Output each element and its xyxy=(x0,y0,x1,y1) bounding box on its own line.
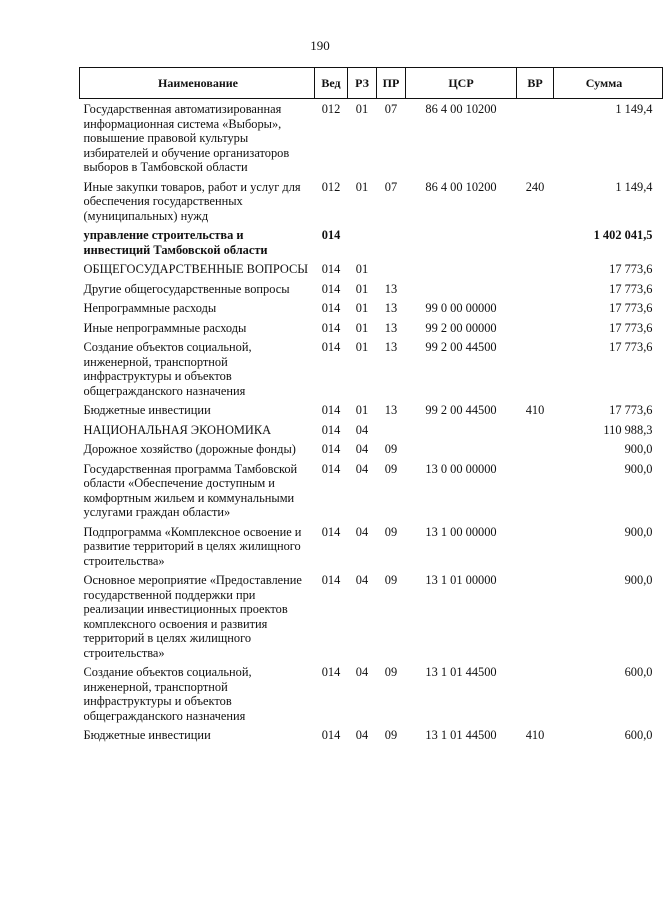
cell-vr xyxy=(517,301,554,321)
cell-name: Другие общегосударственные вопросы xyxy=(83,281,290,296)
cell-vr xyxy=(517,525,554,574)
cell-sum: 17 773,6 xyxy=(609,301,653,315)
cell-pr: 07 xyxy=(384,179,398,194)
cell-ved: 014 xyxy=(321,281,341,296)
table-row xyxy=(80,262,663,282)
cell-vr xyxy=(517,340,554,403)
cell-pr xyxy=(377,228,406,262)
cell-vr xyxy=(517,573,554,665)
cell-csr: 13 1 00 00000 xyxy=(425,524,497,539)
cell-csr xyxy=(406,262,517,282)
cell-rz: 04 xyxy=(355,573,369,587)
cell-sum: 600,0 xyxy=(624,665,653,679)
cell-ved: 014 xyxy=(321,320,341,335)
cell-csr xyxy=(406,282,517,302)
cell-csr: 13 1 01 44500 xyxy=(425,728,497,742)
cell-csr: 13 0 00 00000 xyxy=(425,461,497,476)
cell-name: Иные закупки товаров, работ и услуг для обеспечения государственных (муниципальных) нужд xyxy=(83,179,301,223)
cell-name: Государственная программа Тамбовской области «Обеспечение доступным и комфортным жильем и коммунальными услугами граждан области» xyxy=(83,461,298,519)
header-pr: ПР xyxy=(377,68,406,99)
cell-vr: 410 xyxy=(525,728,545,742)
cell-vr xyxy=(517,665,554,728)
cell-sum: 17 773,6 xyxy=(609,340,653,354)
cell-pr: 09 xyxy=(384,524,398,539)
cell-ved: 014 xyxy=(321,403,341,417)
cell-ved: 012 xyxy=(321,179,341,194)
cell-sum: 900,0 xyxy=(624,461,653,476)
cell-rz: 04 xyxy=(355,524,369,539)
cell-vr xyxy=(517,262,554,282)
cell-sum: 110 988,3 xyxy=(603,422,653,437)
cell-vr xyxy=(517,282,554,302)
table-row xyxy=(80,340,663,403)
cell-sum: 900,0 xyxy=(624,442,653,456)
cell-sum: 900,0 xyxy=(624,573,653,587)
page-number: 190 xyxy=(310,38,330,53)
table-row xyxy=(80,403,663,423)
cell-vr xyxy=(517,228,554,262)
cell-sum: 17 773,6 xyxy=(609,320,653,335)
cell-pr: 13 xyxy=(384,301,398,315)
table-row xyxy=(80,423,663,443)
cell-ved: 012 xyxy=(321,102,341,116)
cell-csr xyxy=(406,423,517,443)
cell-name: Подпрограмма «Комплексное освоение и развитие территорий в целях жилищного строительства» xyxy=(83,524,302,568)
cell-name: Непрограммные расходы xyxy=(83,301,217,315)
cell-csr: 99 2 00 44500 xyxy=(425,340,497,354)
cell-name: управление строительства и инвестиций Тамбовской области xyxy=(83,228,268,257)
header-csr: ЦСР xyxy=(406,68,517,99)
table-body xyxy=(80,99,663,748)
cell-vr xyxy=(517,442,554,462)
cell-ved: 014 xyxy=(321,524,341,539)
table-row xyxy=(80,573,663,665)
cell-name: Дорожное хозяйство (дорожные фонды) xyxy=(83,442,296,456)
table-row xyxy=(80,462,663,525)
cell-name: НАЦИОНАЛЬНАЯ ЭКОНОМИКА xyxy=(83,422,272,437)
table-row xyxy=(80,665,663,728)
cell-ved: 014 xyxy=(321,461,341,476)
header-rz: РЗ xyxy=(348,68,377,99)
table-row xyxy=(80,442,663,462)
cell-rz xyxy=(348,228,377,262)
cell-rz: 01 xyxy=(355,403,369,417)
cell-pr: 13 xyxy=(384,403,398,417)
cell-name: Создание объектов социальной, инженерной, транспортной инфраструктуры и объектов общегражданского назначения xyxy=(83,665,252,723)
cell-vr: 410 xyxy=(525,403,545,417)
cell-csr: 13 1 01 00000 xyxy=(425,573,497,587)
cell-pr: 09 xyxy=(384,442,398,456)
cell-pr: 09 xyxy=(384,728,398,742)
cell-rz: 04 xyxy=(355,461,369,476)
table-row xyxy=(80,728,663,748)
cell-pr: 09 xyxy=(384,573,398,587)
cell-pr xyxy=(377,262,406,282)
cell-csr xyxy=(406,442,517,462)
cell-ved: 014 xyxy=(321,262,341,276)
cell-sum: 600,0 xyxy=(624,728,653,742)
table-header xyxy=(80,68,663,99)
cell-csr: 99 2 00 00000 xyxy=(425,320,497,335)
cell-vr xyxy=(517,462,554,525)
cell-csr: 99 2 00 44500 xyxy=(425,403,497,417)
cell-pr: 13 xyxy=(384,320,398,335)
table-row xyxy=(80,180,663,229)
cell-sum: 1 149,4 xyxy=(615,102,653,116)
cell-sum: 1 402 041,5 xyxy=(593,228,653,242)
cell-rz: 01 xyxy=(355,102,369,116)
table-row xyxy=(80,301,663,321)
cell-ved: 014 xyxy=(321,422,341,437)
cell-sum: 900,0 xyxy=(624,524,653,539)
table-row xyxy=(80,525,663,574)
cell-name: Создание объектов социальной, инженерной, транспортной инфраструктуры и объектов общегражданского назначения xyxy=(83,340,252,398)
cell-name: ОБЩЕГОСУДАРСТВЕННЫЕ ВОПРОСЫ xyxy=(83,262,309,276)
cell-csr: 86 4 00 10200 xyxy=(425,179,497,194)
cell-rz: 01 xyxy=(355,340,369,354)
cell-sum: 1 149,4 xyxy=(615,179,653,194)
cell-vr xyxy=(517,321,554,341)
header-row xyxy=(80,68,663,99)
cell-ved: 014 xyxy=(321,665,341,679)
cell-sum: 17 773,6 xyxy=(609,281,653,296)
budget-table xyxy=(79,67,663,748)
cell-rz: 01 xyxy=(355,320,369,335)
cell-ved: 014 xyxy=(321,442,341,456)
cell-pr: 09 xyxy=(384,665,398,679)
cell-pr: 13 xyxy=(384,340,398,354)
cell-vr xyxy=(517,423,554,443)
cell-rz: 04 xyxy=(355,422,369,437)
cell-csr: 86 4 00 10200 xyxy=(425,102,497,116)
cell-pr: 13 xyxy=(384,281,398,296)
cell-ved: 014 xyxy=(321,573,341,587)
cell-rz: 01 xyxy=(355,301,369,315)
cell-ved: 014 xyxy=(321,228,341,242)
table-row xyxy=(80,228,663,262)
cell-name: Иные непрограммные расходы xyxy=(83,320,247,335)
cell-name: Основное мероприятие «Предоставление государственной поддержки при реализации инвестиционных проектов комплексного освоения и развития территорий в целях жилищного строительства» xyxy=(83,573,302,660)
cell-rz: 01 xyxy=(355,281,369,296)
cell-vr xyxy=(517,99,554,180)
header-name: Наименование xyxy=(80,68,315,99)
cell-csr: 13 1 01 44500 xyxy=(425,665,497,679)
cell-sum: 17 773,6 xyxy=(609,262,653,276)
cell-csr xyxy=(406,228,517,262)
cell-rz: 01 xyxy=(355,179,369,194)
cell-rz: 01 xyxy=(355,262,369,276)
cell-csr: 99 0 00 00000 xyxy=(425,301,497,315)
cell-vr: 240 xyxy=(525,179,545,194)
cell-rz: 04 xyxy=(355,442,369,456)
header-ved: Вед xyxy=(315,68,348,99)
cell-pr: 07 xyxy=(384,102,398,116)
table-row xyxy=(80,99,663,180)
cell-rz: 04 xyxy=(355,728,369,742)
table-row xyxy=(80,282,663,302)
header-vr: ВР xyxy=(517,68,554,99)
cell-pr: 09 xyxy=(384,461,398,476)
cell-name: Бюджетные инвестиции xyxy=(83,728,211,742)
cell-rz: 04 xyxy=(355,665,369,679)
cell-name: Бюджетные инвестиции xyxy=(83,403,211,417)
cell-ved: 014 xyxy=(321,301,341,315)
cell-pr xyxy=(377,423,406,443)
cell-ved: 014 xyxy=(321,728,341,742)
cell-sum: 17 773,6 xyxy=(609,403,653,417)
cell-name: Государственная автоматизированная информационная система «Выборы», повышение правовой культуры избирателей и обучение организаторов выборов в Тамбовской области xyxy=(83,102,290,174)
table-row xyxy=(80,321,663,341)
cell-ved: 014 xyxy=(321,340,341,354)
header-sum: Сумма xyxy=(554,68,663,99)
